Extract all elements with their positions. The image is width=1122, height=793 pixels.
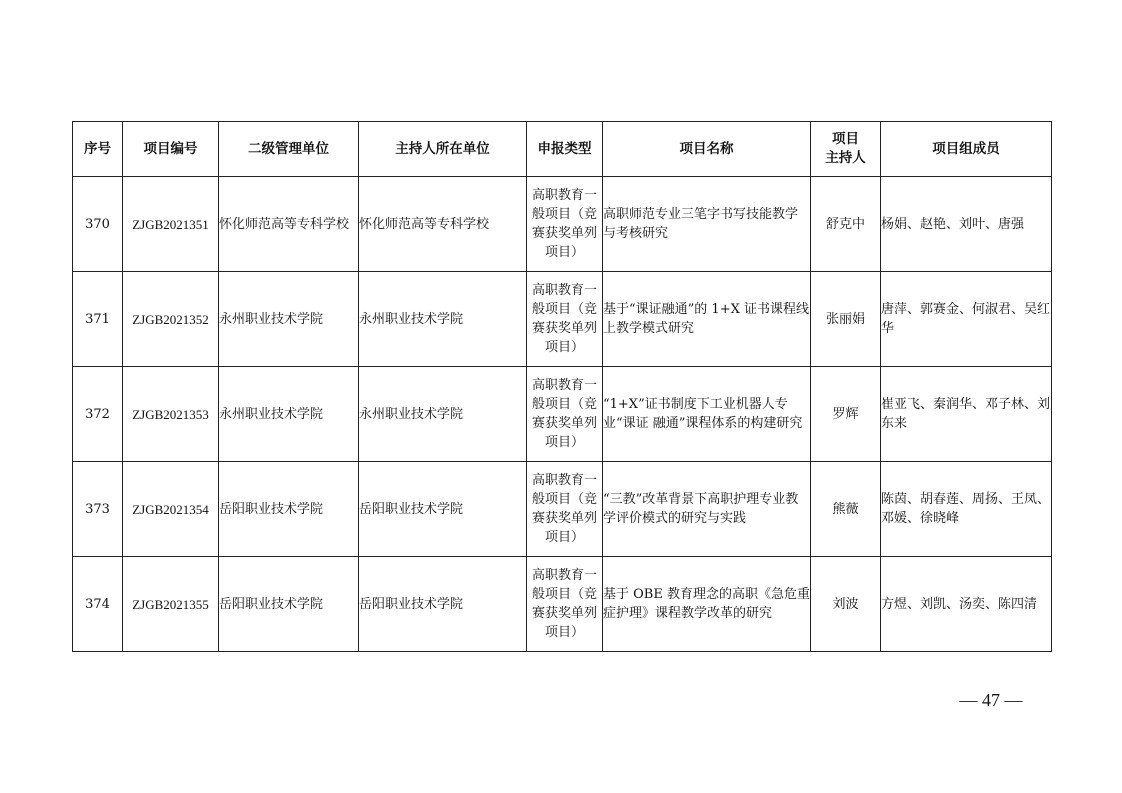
project-name-cell: 高职师范专业三笔字书写技能教学与考核研究 (603, 177, 811, 272)
application-type-cell: 高职教育一般项目（竞赛获奖单列项目） (527, 367, 603, 462)
page-number: — 47 — (959, 690, 1023, 710)
header-team-members: 项目组成员 (881, 122, 1052, 177)
application-type-cell: 高职教育一般项目（竞赛获奖单列项目） (527, 272, 603, 367)
project-code-cell: ZJGB2021353 (123, 367, 219, 462)
table-row (73, 557, 1052, 652)
admin-unit-cell: 怀化师范高等专科学校 (219, 177, 359, 272)
project-code-cell: ZJGB2021351 (123, 177, 219, 272)
application-type-cell: 高职教育一般项目（竞赛获奖单列项目） (527, 462, 603, 557)
project-leader-cell: 罗辉 (811, 367, 881, 462)
team-members-cell: 崔亚飞、秦润华、邓子林、刘东来 (881, 367, 1052, 462)
serial-number-cell: 374 (73, 557, 123, 652)
header-admin-unit: 二级管理单位 (219, 122, 359, 177)
project-name-cell: “三教”改革背景下高职护理专业教学评价模式的研究与实践 (603, 462, 811, 557)
serial-number-cell: 370 (73, 177, 123, 272)
admin-unit-cell: 岳阳职业技术学院 (219, 557, 359, 652)
table-row (73, 367, 1052, 462)
project-leader-cell: 张丽娟 (811, 272, 881, 367)
project-code-cell: ZJGB2021352 (123, 272, 219, 367)
header-project-leader: 项目 主持人 (811, 122, 881, 177)
project-name-cell: 基于 OBE 教育理念的高职《急危重症护理》课程教学改革的研究 (603, 557, 811, 652)
project-table (72, 121, 1052, 652)
admin-unit-cell: 岳阳职业技术学院 (219, 462, 359, 557)
project-leader-cell: 舒克中 (811, 177, 881, 272)
table-row (73, 177, 1052, 272)
host-unit-cell: 永州职业技术学院 (359, 272, 527, 367)
application-type-cell: 高职教育一般项目（竞赛获奖单列项目） (527, 557, 603, 652)
serial-number-cell: 371 (73, 272, 123, 367)
host-unit-cell: 永州职业技术学院 (359, 367, 527, 462)
table-header-row (73, 122, 1052, 177)
application-type-cell: 高职教育一般项目（竞赛获奖单列项目） (527, 177, 603, 272)
host-unit-cell: 岳阳职业技术学院 (359, 557, 527, 652)
header-serial-number: 序号 (73, 122, 123, 177)
header-project-name: 项目名称 (603, 122, 811, 177)
project-name-cell: 基于“课证融通”的 1+X 证书课程线上教学模式研究 (603, 272, 811, 367)
team-members-cell: 唐萍、郭赛金、何淑君、吴红华 (881, 272, 1052, 367)
project-code-cell: ZJGB2021354 (123, 462, 219, 557)
header-host-unit: 主持人所在单位 (359, 122, 527, 177)
team-members-cell: 陈茵、胡春莲、周扬、王凤、邓媛、徐晓峰 (881, 462, 1052, 557)
serial-number-cell: 372 (73, 367, 123, 462)
admin-unit-cell: 永州职业技术学院 (219, 367, 359, 462)
team-members-cell: 杨娟、赵艳、刘叶、唐强 (881, 177, 1052, 272)
host-unit-cell: 怀化师范高等专科学校 (359, 177, 527, 272)
project-leader-cell: 刘波 (811, 557, 881, 652)
table-row (73, 272, 1052, 367)
table-row (73, 462, 1052, 557)
project-name-cell: “1+X”证书制度下工业机器人专业“课证 融通”课程体系的构建研究 (603, 367, 811, 462)
serial-number-cell: 373 (73, 462, 123, 557)
admin-unit-cell: 永州职业技术学院 (219, 272, 359, 367)
header-application-type: 申报类型 (527, 122, 603, 177)
host-unit-cell: 岳阳职业技术学院 (359, 462, 527, 557)
header-project-code: 项目编号 (123, 122, 219, 177)
project-leader-cell: 熊薇 (811, 462, 881, 557)
team-members-cell: 方煜、刘凯、汤奕、陈四清 (881, 557, 1052, 652)
project-code-cell: ZJGB2021355 (123, 557, 219, 652)
